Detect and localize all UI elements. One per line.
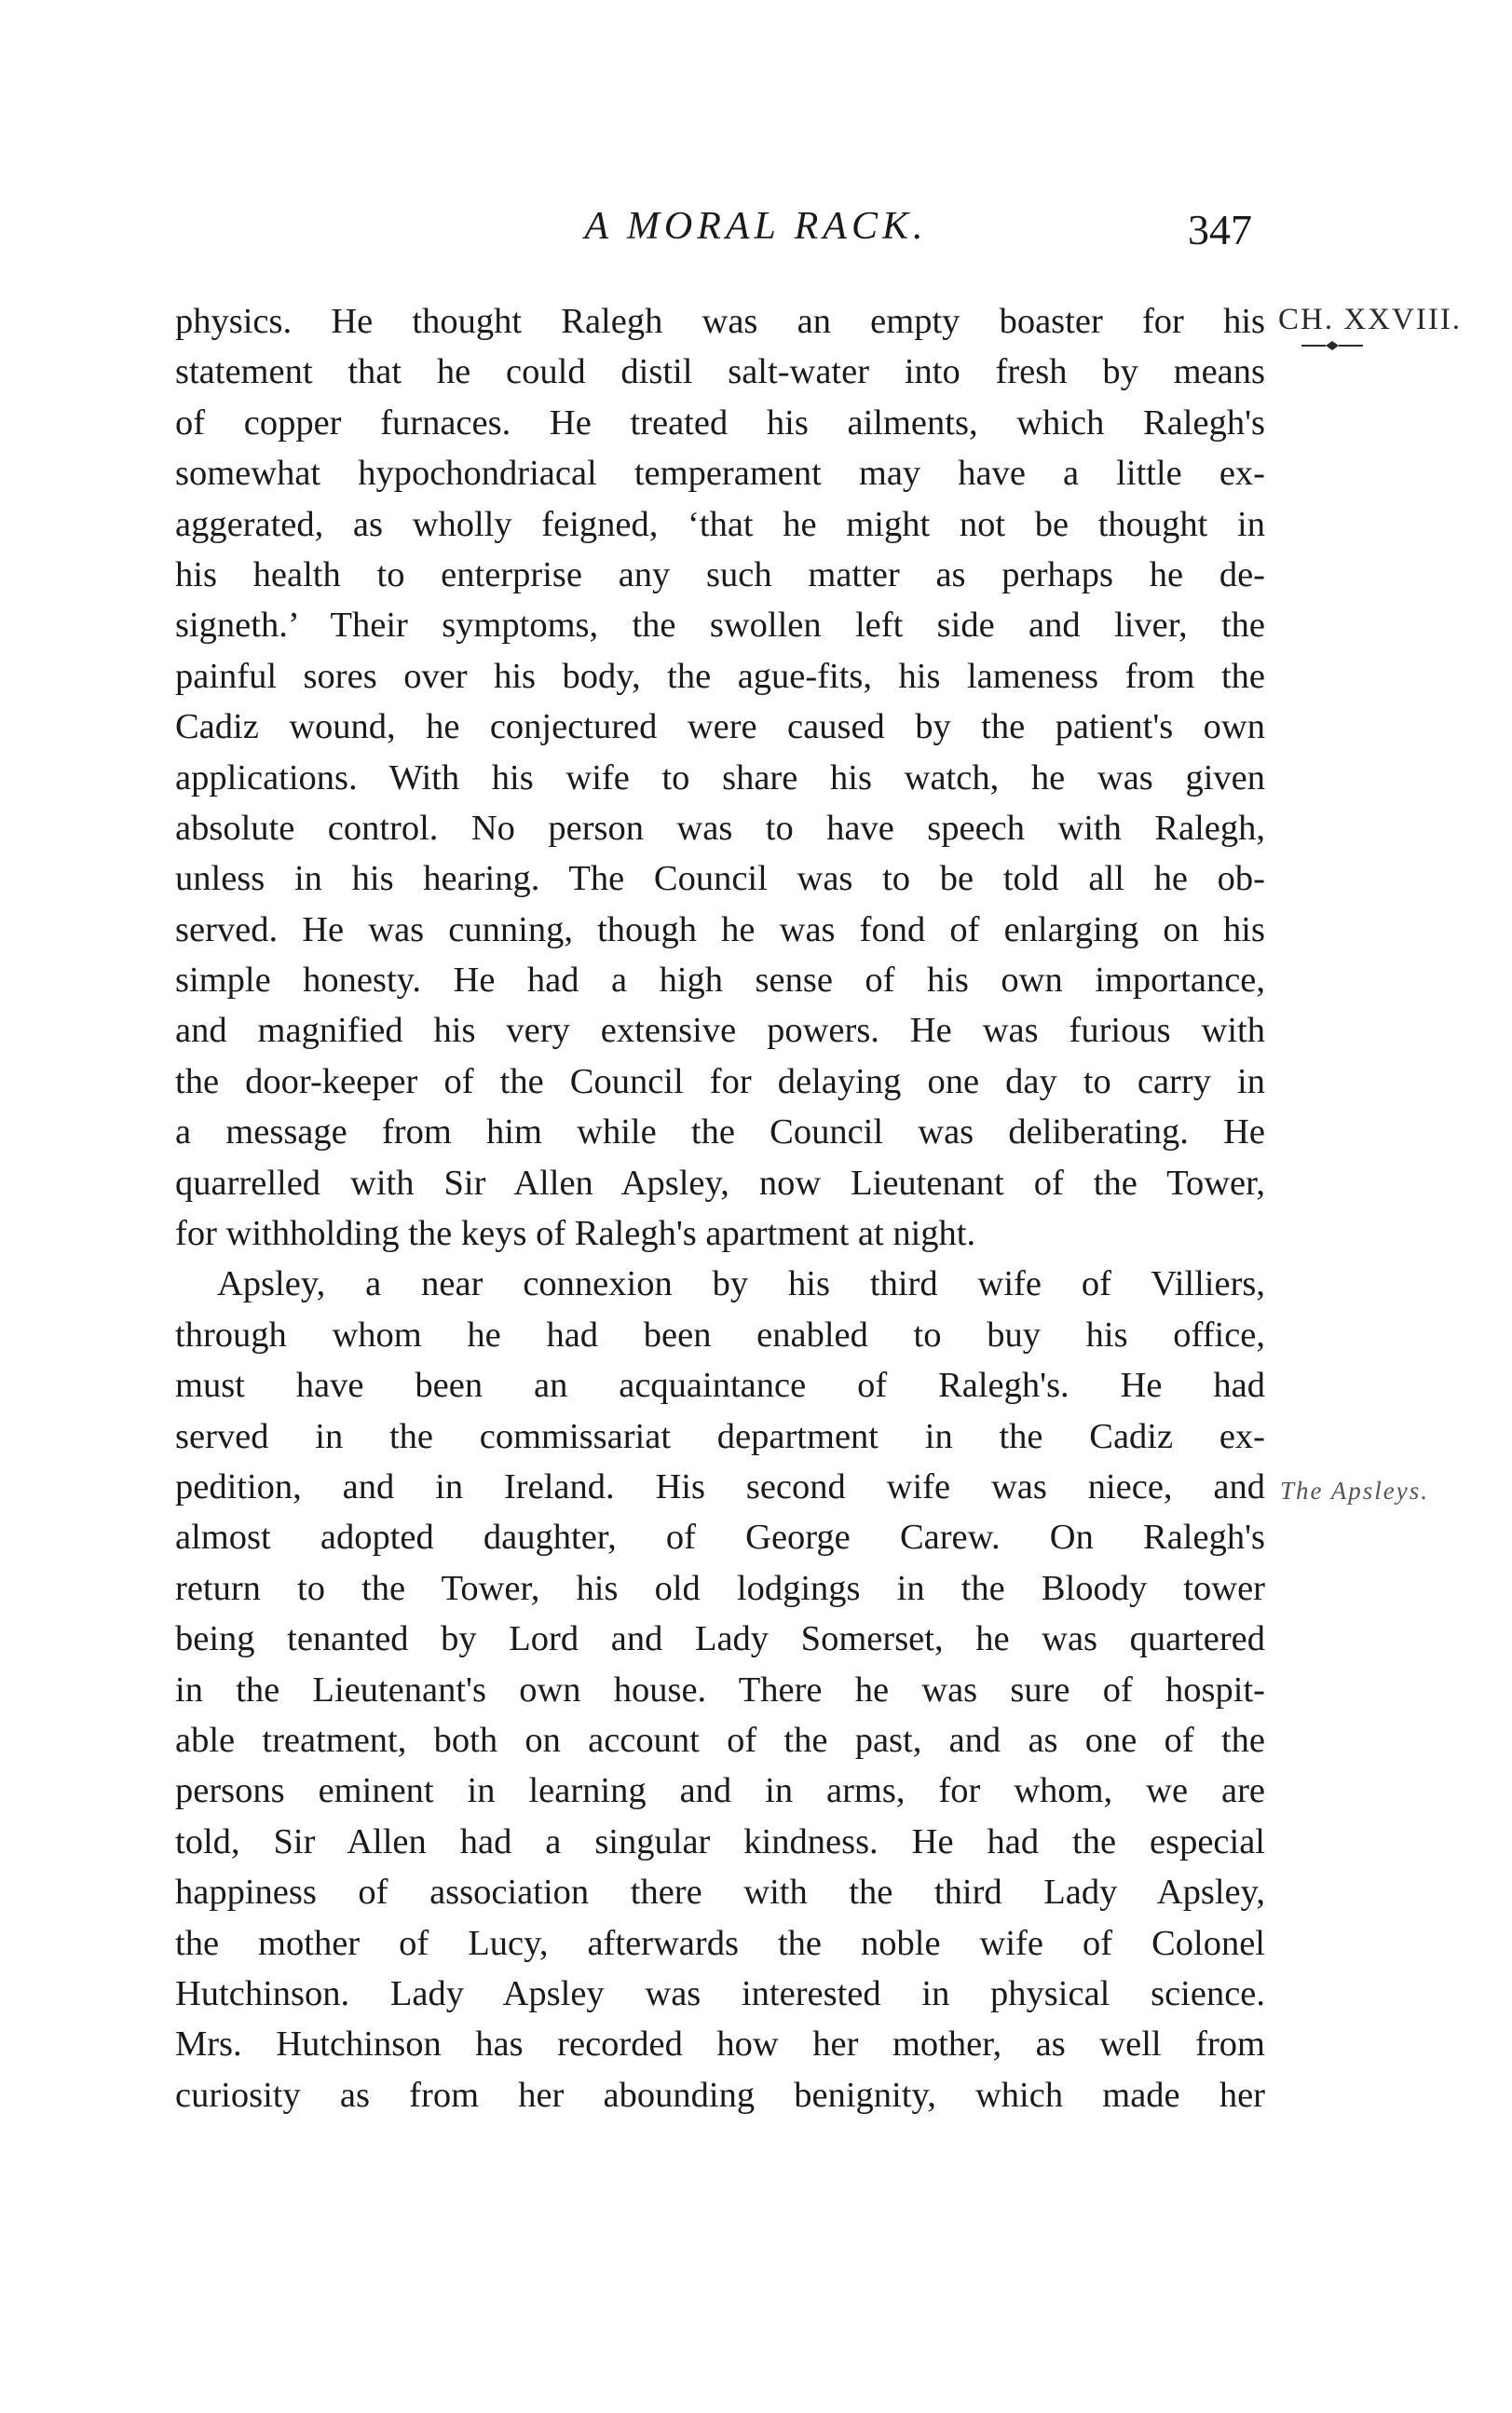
text-line: Mrs. Hutchinson has recorded how her mother, as well from: [175, 2024, 1265, 2065]
paragraph-last-line: for withholding the keys of Ralegh's apartment at night.: [175, 1214, 976, 1254]
text-line: served in the commissariat department in the Cadiz ex-: [175, 1416, 1265, 1456]
body-text: [175, 296, 1265, 2120]
text-line: Cadiz wound, he conjectured were caused by the patient's own: [175, 707, 1265, 747]
paragraph-first-line: Apsley, a near connexion by his third wife of Villiers,: [217, 1264, 1265, 1304]
page-number: 347: [1188, 206, 1252, 253]
text-line: persons eminent in learning and in arms, for whom, we are: [175, 1771, 1265, 1811]
text-line: absolute control. No person was to have speech with Ralegh,: [175, 808, 1265, 848]
text-line: his health to enterprise any such matter as perhaps he de-: [175, 554, 1265, 594]
text-line: quarrelled with Sir Allen Apsley, now Lieutenant of the Tower,: [175, 1163, 1265, 1203]
text-line: pedition, and in Ireland. His second wife was niece, and: [175, 1466, 1265, 1506]
text-line: Hutchinson. Lady Apsley was interested in physical science.: [175, 1973, 1265, 2013]
text-line: served. He was cunning, though he was fond of enlarging on his: [175, 909, 1265, 949]
text-line: unless in his hearing. The Council was to be told all he ob-: [175, 859, 1265, 899]
text-line: physics. He thought Ralegh was an empty boaster for his: [175, 302, 1265, 341]
text-line: and magnified his very extensive powers. He was furious with: [175, 1011, 1265, 1051]
text-line: simple honesty. He had a high sense of his own importance,: [175, 961, 1265, 1001]
text-line: of copper furnaces. He treated his ailments, which Ralegh's: [175, 402, 1265, 443]
running-title: A MORAL RACK.: [584, 205, 928, 248]
text-line: must have been an acquaintance of Ralegh's. He had: [175, 1366, 1265, 1406]
text-line: through whom he had been enabled to buy his office,: [175, 1315, 1265, 1355]
apsleys-margin-note: The Apsleys.: [1280, 1477, 1429, 1505]
text-line: happiness of association there with the third Lady Apsley,: [175, 1873, 1265, 1913]
text-line: told, Sir Allen had a singular kindness. He had the especial: [175, 1821, 1265, 1861]
text-line: almost adopted daughter, of George Carew. On Ralegh's: [175, 1518, 1265, 1558]
text-line: painful sores over his body, the ague-fits, his lameness from the: [175, 656, 1265, 696]
text-line: curiosity as from her abounding benignity, which made her: [175, 2075, 1265, 2115]
text-line: return to the Tower, his old lodgings in the Bloody tower: [175, 1568, 1265, 1608]
text-line: being tenanted by Lord and Lady Somerset, he was quartered: [175, 1619, 1265, 1659]
ornamental-dash-icon: [1300, 340, 1365, 351]
text-line: the door-keeper of the Council for delaying one day to carry in: [175, 1061, 1265, 1101]
chapter-margin-note: CH. XXVIII.: [1278, 303, 1463, 336]
text-line: able treatment, both on account of the past, and as one of the: [175, 1720, 1265, 1760]
text-line: statement that he could distil salt-water into fresh by means: [175, 352, 1265, 392]
text-line: aggerated, as wholly feigned, ‘that he might not be thought in: [175, 504, 1265, 544]
text-line: in the Lieutenant's own house. There he was sure of hospit-: [175, 1670, 1265, 1710]
text-line: signeth.’ Their symptoms, the swollen left side and liver, the: [175, 606, 1265, 646]
text-line: somewhat hypochondriacal temperament may have a little ex-: [175, 454, 1265, 494]
text-line: a message from him while the Council was deliberating. He: [175, 1112, 1265, 1152]
text-line: applications. With his wife to share his watch, he was given: [175, 757, 1265, 798]
text-line: the mother of Lucy, afterwards the noble wife of Colonel: [175, 1923, 1265, 1963]
